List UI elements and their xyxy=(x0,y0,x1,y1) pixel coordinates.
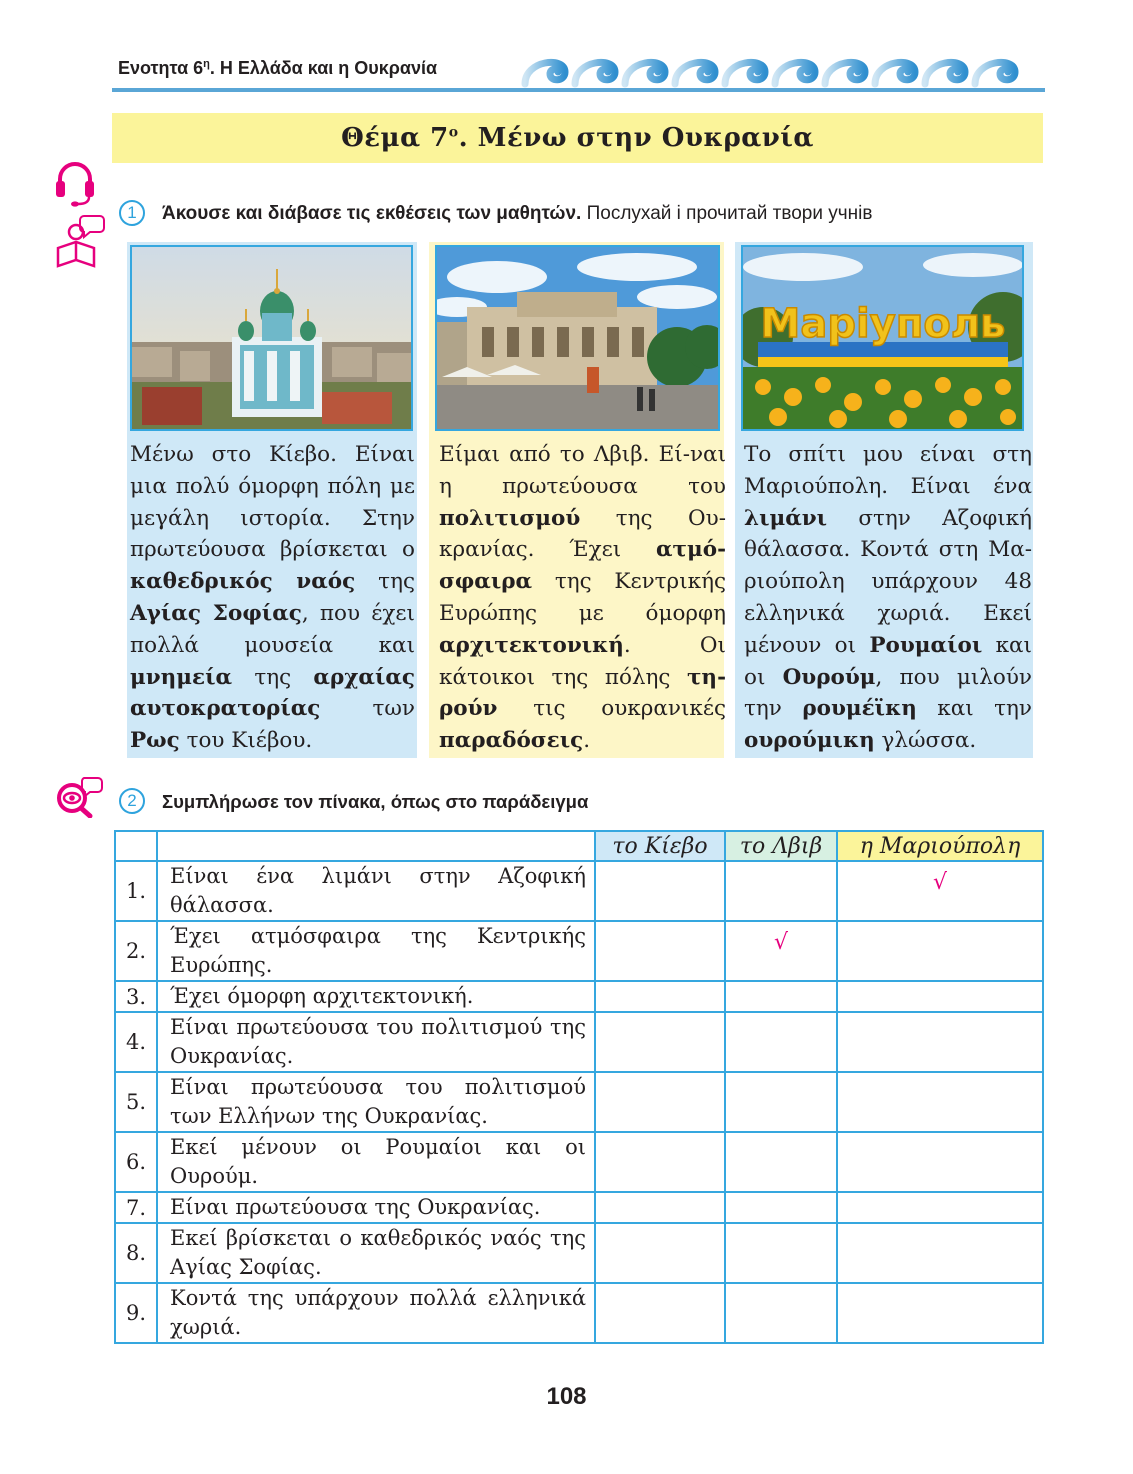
answer-cell-lviv[interactable] xyxy=(725,1283,837,1343)
matching-table xyxy=(114,830,1044,1344)
mariupol-text: Το σπίτι μου είναι στη Μαριούπολη. Είναι ένα λιμάνι στην Αζοφική θάλασσα. Κοντά στη Μα-ριούπολη υπάρχουν 48 ελληνικά χωριά. Εκεί μένουν οι Ρουμαίοι και οι Ουρούμ, που μιλούν την ρουμέϊκη και την ουρούμικη γλώσσα. xyxy=(744,442,1032,754)
answer-cell-mariupol[interactable] xyxy=(837,1223,1043,1283)
row-statement: Κοντά της υπάρχουν πολλά ελληνικά χωριά. xyxy=(157,1283,595,1343)
table-row xyxy=(115,921,1043,981)
lviv-text: Είμαι από το Λβιβ. Εί-ναι η πρωτεύουσα του πολιτισμού της Ου-κρανίας. Έχει ατμό-σφαιρα της Κεντρικής Ευρώπης με όμορφη αρχιτεκτονική. Οι κάτοικοι της πόλης τη-ρούν τις ουκρανικές παραδόσεις. xyxy=(439,442,726,754)
answer-cell-kyiv[interactable] xyxy=(595,861,725,921)
kyiv-text: Μένω στο Κίεβο. Είναι μια πολύ όμορφη πόλη με μεγάλη ιστορία. Στην πρωτεύουσα βρίσκεται ο καθεδρικός ναός της Αγίας Σοφίας, που έχει πολλά μουσεία και μνημεία της αρχαίας αυτοκρατορίας των Ρως του Κιέβου. xyxy=(130,442,415,754)
headphones-icon xyxy=(52,157,98,207)
row-number: 7. xyxy=(115,1192,157,1223)
answer-cell-kyiv[interactable] xyxy=(595,921,725,981)
answer-cell-kyiv[interactable] xyxy=(595,1192,725,1223)
header-rule xyxy=(112,88,1045,92)
mariupol-sign-text: Маріуполь xyxy=(760,301,1006,347)
card-mariupol xyxy=(735,242,1033,758)
table-row xyxy=(115,1223,1043,1283)
header-empty-num xyxy=(115,831,157,861)
answer-cell-kyiv[interactable] xyxy=(595,1132,725,1192)
wave-ornament xyxy=(520,50,1045,90)
card-kyiv xyxy=(127,242,417,758)
row-statement: Έχει ατμόσφαιρα της Κεντρικής Ευρώπης. xyxy=(157,921,595,981)
answer-cell-kyiv[interactable] xyxy=(595,1072,725,1132)
answer-cell-kyiv[interactable] xyxy=(595,1012,725,1072)
row-statement: Είναι πρωτεύουσα του πολιτισμού των Ελλήνων της Ουκρανίας. xyxy=(157,1072,595,1132)
answer-cell-mariupol[interactable] xyxy=(837,861,1043,921)
row-statement: Είναι πρωτεύουσα της Ουκρανίας. xyxy=(157,1192,595,1223)
reading-book-icon xyxy=(54,212,106,270)
lesson-title: Θέμα $7^o$. Μένω στην Ουκρανία xyxy=(341,123,814,153)
row-statement: Είναι ένα λιμάνι στην Αζοφική θάλασσα. xyxy=(157,861,595,921)
answer-cell-lviv[interactable] xyxy=(725,1223,837,1283)
exercise-1-instruction: Άκουσε και διάβασε τις εκθέσεις των μαθητών. Послухай і прочитай твори учнів xyxy=(162,203,873,224)
row-number: 6. xyxy=(115,1132,157,1192)
answer-cell-lviv[interactable] xyxy=(725,921,837,981)
table-row xyxy=(115,981,1043,1012)
answer-cell-mariupol[interactable] xyxy=(837,1012,1043,1072)
answer-cell-lviv[interactable] xyxy=(725,1012,837,1072)
table-row xyxy=(115,1072,1043,1132)
lesson-title-bar xyxy=(112,113,1043,163)
answer-cell-mariupol[interactable] xyxy=(837,921,1043,981)
answer-cell-mariupol[interactable] xyxy=(837,1192,1043,1223)
lviv-opera-photo xyxy=(435,245,720,431)
header-kyiv: το Κίεβο xyxy=(595,831,725,861)
answer-cell-mariupol[interactable] xyxy=(837,1283,1043,1343)
row-number: 1. xyxy=(115,861,157,921)
table-row xyxy=(115,861,1043,921)
answer-cell-lviv[interactable] xyxy=(725,981,837,1012)
row-number: 2. xyxy=(115,921,157,981)
answer-cell-lviv[interactable] xyxy=(725,1192,837,1223)
table-row xyxy=(115,1283,1043,1343)
row-statement: Εκεί βρίσκεται ο καθεδρικός ναός της Αγίας Σοφίας. xyxy=(157,1223,595,1283)
page-number: 108 xyxy=(546,1383,587,1410)
mariupol-sign-photo xyxy=(741,245,1024,431)
answer-cell-lviv[interactable] xyxy=(725,1072,837,1132)
answer-cell-kyiv[interactable] xyxy=(595,1223,725,1283)
answer-cell-mariupol[interactable] xyxy=(837,981,1043,1012)
exercise-1-number: 1 xyxy=(119,200,145,226)
row-number: 3. xyxy=(115,981,157,1012)
table-row xyxy=(115,1132,1043,1192)
answer-cell-lviv[interactable] xyxy=(725,1132,837,1192)
row-statement: Έχει όμορφη αρχιτεκτονική. xyxy=(157,981,595,1012)
exercise-2-number: 2 xyxy=(119,788,145,814)
checkmark-icon: √ xyxy=(773,930,789,955)
row-statement: Εκεί μένουν οι Ρουμαίοι και οι Ουρούμ. xyxy=(157,1132,595,1192)
exercise-2-instruction: Συμπλήρωσε τον πίνακα, όπως στο παράδειγμα xyxy=(162,791,589,812)
answer-cell-kyiv[interactable] xyxy=(595,1283,725,1343)
unit-running-head: Ενοτητα $6^\eta$. Η Ελλάδα και η Ουκρανία xyxy=(118,58,438,78)
card-lviv xyxy=(429,242,724,758)
row-statement: Είναι πρωτεύουσα του πολιτισμού της Ουκρανίας. xyxy=(157,1012,595,1072)
row-number: 8. xyxy=(115,1223,157,1283)
table-row xyxy=(115,1012,1043,1072)
row-number: 9. xyxy=(115,1283,157,1343)
magnifier-eye-icon xyxy=(54,774,104,818)
table-header-row xyxy=(115,831,1043,861)
row-number: 4. xyxy=(115,1012,157,1072)
answer-cell-kyiv[interactable] xyxy=(595,981,725,1012)
kyiv-church-photo xyxy=(130,245,413,431)
answer-cell-mariupol[interactable] xyxy=(837,1132,1043,1192)
header-empty-statement xyxy=(157,831,595,861)
table-row xyxy=(115,1192,1043,1223)
header-lviv: το Λβιβ xyxy=(725,831,837,861)
answer-cell-lviv[interactable] xyxy=(725,861,837,921)
row-number: 5. xyxy=(115,1072,157,1132)
answer-cell-mariupol[interactable] xyxy=(837,1072,1043,1132)
checkmark-icon: √ xyxy=(932,870,948,895)
header-mariupol: η Μαριούπολη xyxy=(837,831,1043,861)
